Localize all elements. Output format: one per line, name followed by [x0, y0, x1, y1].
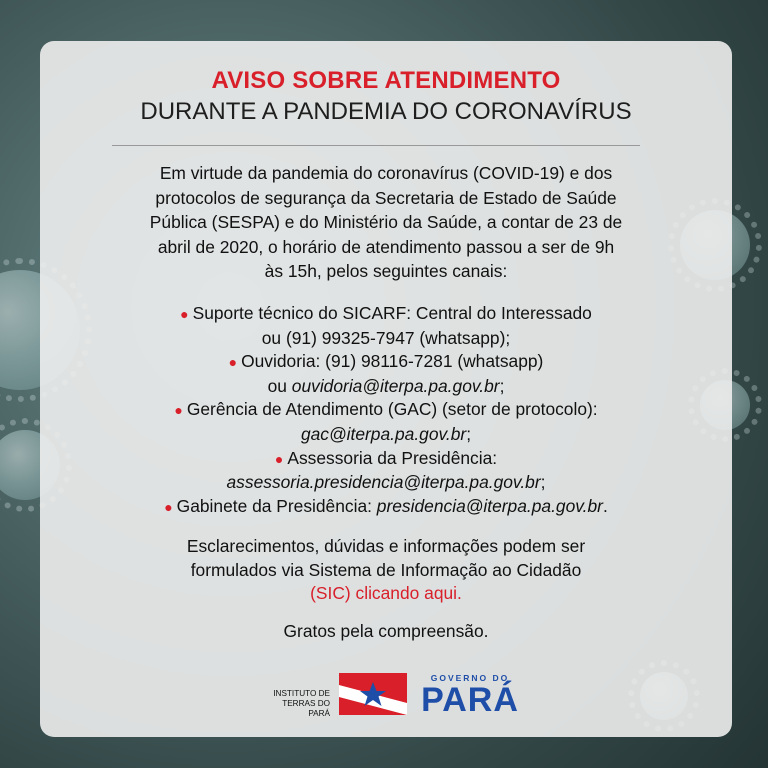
channel-gac: ● Gerência de Atendimento (GAC) (setor de protocolo):	[174, 399, 598, 420]
channel-ouvidoria-email-line: ou ouvidoria@iterpa.pa.gov.br;	[267, 375, 505, 396]
governo-do-para-logo: GOVERNO DO PARÁ	[421, 673, 519, 719]
assessoria-email[interactable]: assessoria.presidencia@iterpa.pa.gov.br	[226, 472, 541, 493]
channel-assessoria-email-line: assessoria.presidencia@iterpa.pa.gov.br;	[226, 472, 546, 493]
intro-paragraph	[100, 161, 672, 284]
para-flag-logo	[339, 673, 407, 715]
title-divider	[112, 145, 640, 146]
intro-line: Pública (SESPA) e do Ministério da Saúde, a contar de 23 de	[149, 212, 623, 232]
clarif-line: formulados via Sistema de Informação ao Cidadão	[190, 559, 582, 580]
bullet-dot-icon: ●	[228, 354, 238, 371]
institute-label: INSTITUTO DE TERRAS DO PARÁ	[273, 689, 330, 718]
notice-card	[40, 41, 732, 737]
channels-list	[80, 302, 692, 519]
channel-gabinete: ● Gabinete da Presidência: presidencia@iterpa.pa.gov.br.	[164, 495, 608, 516]
intro-line: abril de 2020, o horário de atendimento passou a ser de 9h	[157, 236, 615, 257]
gac-email[interactable]: gac@iterpa.pa.gov.br	[300, 423, 467, 444]
intro-line: protocolos de segurança da Secretaria de Estado de Saúde	[155, 187, 617, 208]
ouvidoria-email[interactable]: ouvidoria@iterpa.pa.gov.br	[291, 375, 500, 396]
intro-line: Em virtude da pandemia do coronavírus (COVID-19) e dos	[159, 163, 613, 183]
channel-ouvidoria: ● Ouvidoria: (91) 98116-7281 (whatsapp)	[228, 351, 544, 372]
intro-line: às 15h, pelos seguintes canais:	[264, 261, 508, 281]
bullet-dot-icon: ●	[164, 498, 173, 515]
notice-title: AVISO SOBRE ATENDIMENTO	[211, 67, 561, 94]
clarif-line: Esclarecimentos, dúvidas e informações podem ser	[186, 536, 586, 556]
sic-link[interactable]: (SIC) clicando aqui.	[310, 583, 462, 604]
bullet-dot-icon: ●	[174, 402, 183, 419]
channel-gac-email-line: gac@iterpa.pa.gov.br;	[300, 423, 472, 444]
thanks-text: Gratos pela compreensão.	[283, 621, 489, 641]
bullet-dot-icon: ●	[274, 450, 284, 467]
gabinete-email[interactable]: presidencia@iterpa.pa.gov.br	[376, 495, 603, 516]
channel-sicarf-phone: ou (91) 99325-7947 (whatsapp);	[261, 327, 511, 348]
bullet-dot-icon: ●	[180, 306, 189, 322]
channel-sicarf: ● Suporte técnico do SICARF: Central do Interessado	[180, 303, 592, 323]
notice-subtitle: DURANTE A PANDEMIA DO CORONAVÍRUS	[140, 98, 632, 125]
channel-assessoria: ● Assessoria da Presidência:	[274, 447, 498, 468]
clarification-paragraph	[100, 535, 672, 606]
